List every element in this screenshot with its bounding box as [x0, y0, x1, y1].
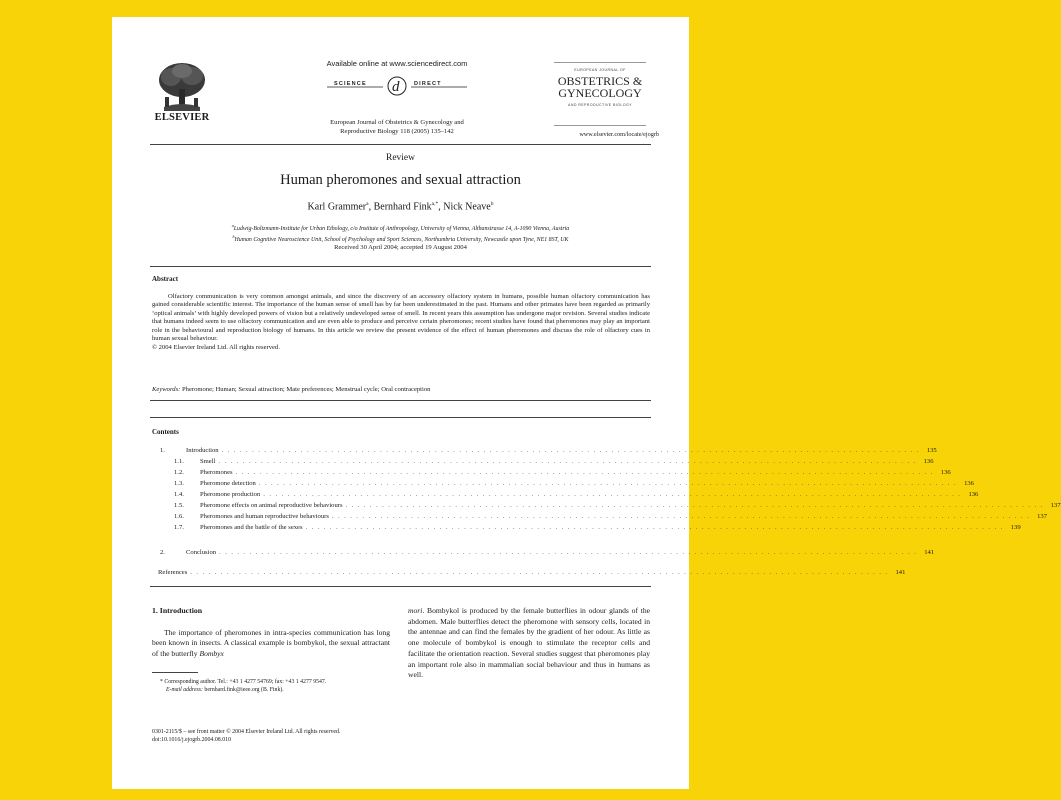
toc-item[interactable] — [152, 469, 951, 478]
toc-label: References — [158, 569, 188, 576]
article-authors — [150, 201, 651, 212]
contents-bottom-divider — [150, 586, 651, 587]
toc-label: Pheromones and the battle of the sexes — [200, 524, 303, 531]
footnote-divider — [152, 672, 198, 673]
footnote-email-label: E-mail address: — [166, 687, 203, 694]
toc-leader: . . . . . . . . . . . . . . . . . . . . . . . . . . . . . . . . . . . . . . . . . . . . . . . . . . . . . . . . . . . . . . . . . . . . . . . . . . . . . . . . . . . . . . . . . . . . . . . . . . . . . . . . . . . . . . . . . . . — [305, 524, 1004, 531]
toc-label: Conclusion — [186, 549, 217, 556]
sciencedirect-mid-text: d — [392, 79, 400, 95]
journal-logo — [554, 62, 646, 126]
toc-leader: . . . . . . . . . . . . . . . . . . . . . . . . . . . . . . . . . . . . . . . . . . . . . . . . . . . . . . . . . . . . . . . . . . . . . . . . . . . . . . . . . . . . . . . . . . . . . . . . . . . . . . . . . . . . . . . . . . . — [219, 549, 918, 556]
article-meta — [152, 728, 472, 744]
keywords — [152, 386, 650, 393]
toc-item[interactable] — [152, 513, 1048, 522]
toc-label: Pheromone production — [200, 491, 261, 498]
body-left-italic: Bombyx — [199, 648, 224, 658]
toc-item[interactable] — [152, 569, 906, 578]
toc-label: Smell — [200, 458, 216, 465]
article-type: Review — [385, 153, 416, 163]
abstract-bottom-divider — [150, 400, 651, 401]
paper-page — [112, 17, 1061, 789]
toc-page: 137 — [1050, 502, 1061, 509]
toc-number: 1.6. — [174, 513, 184, 520]
keywords-list: Pheromone; Human; Sexual attraction; Mate preferences; Menstrual cycle; Oral contraception — [181, 386, 431, 393]
author-1-sup: a — [366, 201, 369, 207]
abstract-heading: Abstract — [152, 275, 179, 283]
doi-line[interactable]: doi:10.1016/j.ejogrb.2004.08.010 — [152, 737, 232, 744]
toc-page: 139 — [1010, 524, 1021, 531]
toc-number: 1.4. — [174, 491, 184, 498]
footnote-email-value[interactable]: bernhard.fink@ieee.org (B. Fink). — [202, 687, 284, 694]
toc-leader: . . . . . . . . . . . . . . . . . . . . . . . . . . . . . . . . . . . . . . . . . . . . . . . . . . . . . . . . . . . . . . . . . . . . . . . . . . . . . . . . . . . . . . . . . . . . . . . . . . . . . . . . . . . . . . . . . . . — [331, 513, 1031, 520]
toc-page: 136 — [968, 491, 979, 498]
toc-leader: . . . . . . . . . . . . . . . . . . . . . . . . . . . . . . . . . . . . . . . . . . . . . . . . . . . . . . . . . . . . . . . . . . . . . . . . . . . . . . . . . . . . . . . . . . . . . . . . . . . . . . . . . . . . . . . . . . . — [218, 458, 917, 465]
toc-number: 2. — [160, 549, 165, 556]
author-3-sup: b — [490, 201, 494, 207]
journal-logo-line-1: OBSTETRICS & — [557, 74, 643, 88]
toc-leader: . . . . . . . . . . . . . . . . . . . . . . . . . . . . . . . . . . . . . . . . . . . . . . . . . . . . . . . . . . . . . . . . . . . . . . . . . . . . . . . . . . . . . . . . . . . . . . . . . . . . . . . . . . . . . . . . . . . — [235, 469, 934, 476]
footnote — [152, 678, 390, 694]
affiliation-b-sup: b — [232, 233, 235, 239]
abstract-text — [152, 293, 650, 352]
toc-item[interactable] — [152, 480, 974, 489]
journal-logo-title — [554, 75, 646, 99]
journal-url[interactable]: www.elsevier.com/locate/ejogrb — [579, 131, 659, 138]
header-divider — [150, 144, 651, 145]
toc-page: 136 — [940, 469, 951, 476]
toc-page: 141 — [895, 569, 906, 576]
body-right-italic: mori — [408, 606, 423, 615]
journal-citation-line-1: European Journal of Obstetrics & Gynecology and — [330, 119, 464, 126]
publisher-name: ELSEVIER — [154, 112, 210, 123]
received-dates: Received 30 April 2004; accepted 19 August 2004 — [334, 244, 467, 251]
toc-item[interactable] — [152, 458, 934, 467]
toc-label: Pheromones — [200, 469, 233, 476]
journal-citation-line-2: Reproductive Biology 118 (2005) 135–142 — [340, 127, 454, 135]
toc-leader: . . . . . . . . . . . . . . . . . . . . . . . . . . . . . . . . . . . . . . . . . . . . . . . . . . . . . . . . . . . . . . . . . . . . . . . . . . . . . . . . . . . . . . . . . . . . . . . . . . . . . . . . . . . . . . . . . . . — [263, 491, 962, 498]
footnote-corresponding: * Corresponding author. Tel.: +43 1 4277 54769; fax: +43 1 4277 9547. — [160, 679, 327, 685]
toc-page: 136 — [964, 480, 974, 487]
author-2: , Bernhard Fink — [368, 201, 432, 213]
affiliation-a-sup: a — [231, 223, 234, 228]
toc-label: Introduction — [186, 447, 219, 454]
affiliation-b-text: Human Cognitive Neuroscience Unit, School of Psychology and Sport Sciences, Northumbria University, Newcastle upon Tyne, NE1 8ST, UK — [234, 236, 569, 243]
affiliation-a — [150, 222, 651, 233]
toc-number: 1.7. — [174, 524, 184, 531]
section-heading-introduction: 1. Introduction — [152, 606, 203, 615]
journal-logo-bottom: AND REPRODUCTIVE BIOLOGY — [568, 103, 632, 107]
sciencedirect-right-text: DIRECT — [414, 81, 442, 87]
toc-item[interactable] — [152, 524, 1021, 533]
abstract-copyright: © 2004 Elsevier Ireland Ltd. All rights reserved. — [152, 343, 280, 351]
author-2-sup: a,* — [431, 201, 439, 207]
elsevier-logo — [150, 61, 214, 131]
toc-leader: . . . . . . . . . . . . . . . . . . . . . . . . . . . . . . . . . . . . . . . . . . . . . . . . . . . . . . . . . . . . . . . . . . . . . . . . . . . . . . . . . . . . . . . . . . . . . . . . . . . . . . . . . . . . . . . . . . . — [345, 502, 1044, 509]
abstract-body: Olfactory communication is very common amongst animals, and since the discovery of an accessory olfactory system in humans, possible human olfactory communication has gained considerable scientific interest. The importance of the human sense of smell has by far been underestimated in the past. Humans and other primates have been regarded as primarily ‘optical animals’ with highly developed powers of vision but a relatively undeveloped sense of smell. In recent years this assumption has undergone major revision. Several studies indicate that humans indeed seem to use olfactory communication and are even able to produce and perceive certain pheromones; recent studies have found that pheromones may play an important role in the behavioural and reproduction biology of humans. In this article we review the present evidence of the effect of human pheromones and discuss the role of olfactory cues in human sexual behaviour. — [152, 293, 650, 343]
toc-number: 1.5. — [174, 502, 184, 509]
contents-top-divider — [150, 417, 651, 418]
toc-page: 135 — [926, 447, 937, 454]
affiliations — [150, 222, 651, 244]
sciencedirect-left-text: SCIENCE — [334, 81, 367, 87]
toc-item[interactable] — [152, 491, 979, 500]
toc-page: 137 — [1037, 513, 1048, 520]
front-matter-line: 0301-2115/$ – see front matter © 2004 Elsevier Ireland Ltd. All rights reserved. — [152, 729, 341, 735]
body-column-right — [408, 606, 650, 681]
toc-page: 136 — [923, 458, 934, 465]
toc-number: 1.3. — [174, 480, 184, 487]
body-right-text: . Bombykol is produced by the female butterflies in odour glands of the abdomen. Male butterflies detect the pheromone with sensory cells, located in the antennae and can find the females by the gradient of her odour. As little as one molecule of bombykol is enough to stimulate the receptor cells and facilitate the orientation reaction. Several studies suggest that pheromones play an important role also in mammalian social behaviour and thus in humans as well. — [408, 606, 650, 680]
journal-logo-line-2: GYNECOLOGY — [558, 86, 642, 100]
toc-leader: . . . . . . . . . . . . . . . . . . . . . . . . . . . . . . . . . . . . . . . . . . . . . . . . . . . . . . . . . . . . . . . . . . . . . . . . . . . . . . . . . . . . . . . . . . . . . . . . . . . . . . . . . . . . . . . . . . . — [221, 447, 920, 454]
author-1: Karl Grammer — [307, 201, 367, 213]
toc-item[interactable] — [152, 549, 935, 558]
contents-heading: Contents — [152, 428, 179, 436]
toc-leader: . . . . . . . . . . . . . . . . . . . . . . . . . . . . . . . . . . . . . . . . . . . . . . . . . . . . . . . . . . . . . . . . . . . . . . . . . . . . . . . . . . . . . . . . . . . . . . . . . . . . . . . . . . . . . . . . . . . — [190, 569, 889, 576]
abstract-top-divider — [150, 266, 651, 267]
affiliation-b — [150, 233, 651, 244]
toc-label: Pheromones and human reproductive behaviours — [200, 513, 329, 520]
body-column-left — [152, 628, 390, 659]
available-online-text: Available online at www.sciencedirect.com — [326, 59, 468, 68]
toc-item[interactable] — [152, 447, 937, 456]
toc-label: Pheromone detection — [200, 480, 256, 487]
journal-logo-top: EUROPEAN JOURNAL OF — [574, 68, 626, 72]
affiliation-a-text: Ludwig-Boltzmann-Institute for Urban Ethology, c/o Institute of Anthropology, University of Vienna, Althanstrasse 14, A-1090 Vienna, Austria — [233, 225, 570, 232]
body-left-text: The importance of pheromones in intra-species communication has long been known in insects. A classical example is bombykol, the sexual attractant of the butterfly — [152, 628, 390, 658]
footnote-email — [152, 686, 390, 694]
elsevier-tree-icon — [156, 61, 208, 113]
toc-number: 1. — [160, 447, 165, 454]
toc-leader: . . . . . . . . . . . . . . . . . . . . . . . . . . . . . . . . . . . . . . . . . . . . . . . . . . . . . . . . . . . . . . . . . . . . . . . . . . . . . . . . . . . . . . . . . . . . . . . . . . . . . . . . . . . . . . . . . . . — [258, 480, 957, 487]
toc-number: 1.1. — [174, 458, 184, 465]
article-title: Human pheromones and sexual attraction — [280, 172, 521, 188]
author-3: , Nick Neave — [438, 201, 491, 213]
toc-item[interactable] — [152, 502, 1061, 511]
toc-page: 141 — [924, 549, 935, 556]
keywords-label: Keywords: — [152, 386, 181, 393]
toc-label: Pheromone effects on animal reproductive behaviours — [200, 502, 343, 509]
journal-citation — [287, 119, 507, 136]
toc-number: 1.2. — [174, 469, 184, 476]
sciencedirect-logo — [307, 75, 487, 97]
